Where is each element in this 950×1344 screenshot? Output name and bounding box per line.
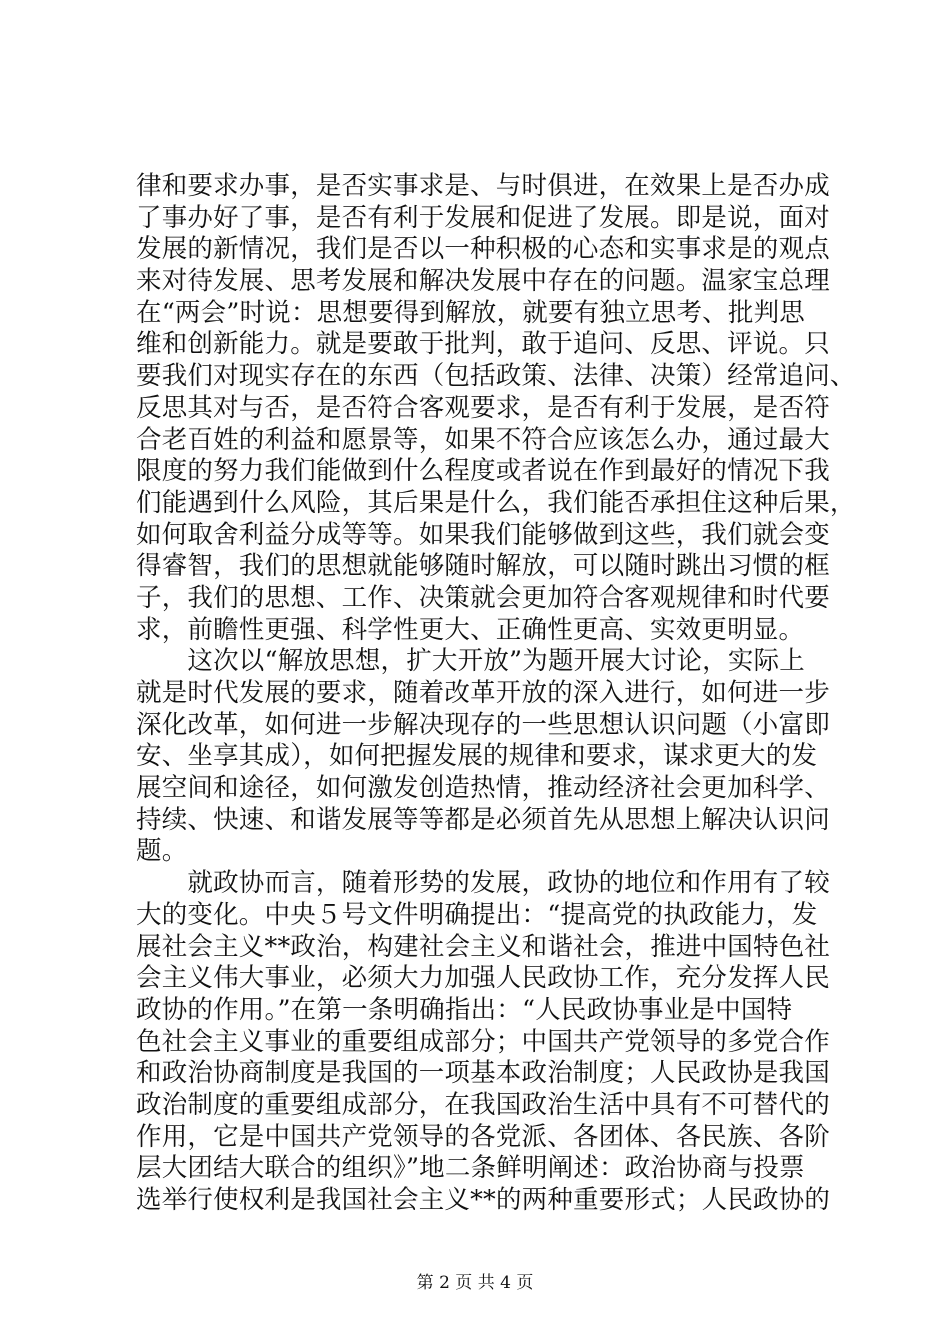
page-footer: 第 2 页 共 4 页 xyxy=(416,1273,534,1293)
text-line: 政治制度的重要组成部分，在我国政治生活中具有不可替代的 xyxy=(136,1089,830,1120)
text-line: 深化改革，如何进一步解决现存的一些思想认识问题（小富即 xyxy=(136,709,830,740)
text-line: 了事办好了事，是否有利于发展和促进了发展。即是说，面对 xyxy=(136,202,830,233)
text-line: 作用，它是中国共产党领导的各党派、各团体、各民族、各阶 xyxy=(136,1121,830,1152)
text-line: 反思其对与否，是否符合客观要求，是否有利于发展，是否符 xyxy=(136,392,830,423)
body-text xyxy=(136,171,856,1217)
text-line: 求，前瞻性更强、科学性更大、正确性更高、实效更明显。 xyxy=(136,614,805,645)
text-line: 发展的新情况，我们是否以一种积极的心态和实事求是的观点 xyxy=(136,234,830,265)
text-line: 安、坐享其成），如何把握发展的规律和要求，谋求更大的发 xyxy=(136,741,818,772)
text-line: 子，我们的思想、工作、决策就会更加符合客观规律和时代要 xyxy=(136,582,830,613)
text-line: 得睿智，我们的思想就能够随时解放，可以随时跳出习惯的框 xyxy=(136,551,830,582)
text-line: 们能遇到什么风险，其后果是什么，我们能否承担住这种后果， xyxy=(136,487,856,518)
text-line: 这次以“解放思想，扩大开放”为题开展大讨论，实际上 xyxy=(136,646,805,677)
text-line: 色社会主义事业的重要组成部分；中国共产党领导的多党合作 xyxy=(136,1026,830,1057)
text-line: 来对待发展、思考发展和解决发展中存在的问题。温家宝总理 xyxy=(136,266,830,297)
text-line: 题。 xyxy=(136,836,188,867)
text-line: 政协的作用。”在第一条明确指出：“人民政协事业是中国特 xyxy=(136,994,793,1025)
text-line: 和政治协商制度是我国的一项基本政治制度；人民政协是我国 xyxy=(136,1058,830,1089)
text-line: 合老百姓的利益和愿景等，如果不符合应该怎么办，通过最大 xyxy=(136,424,830,455)
text-line: 在“两会”时说：思想要得到解放，就要有独立思考、批判思 xyxy=(136,297,805,328)
text-line: 会主义伟大事业，必须大力加强人民政协工作，充分发挥人民 xyxy=(136,963,830,994)
text-line: 层大团结大联合的组织》”地二条鲜明阐述：政治协商与投票 xyxy=(136,1153,805,1184)
text-line: 展空间和途径，如何激发创造热情，推动经济社会更加科学、 xyxy=(136,773,830,804)
text-line: 律和要求办事，是否实事求是、与时俱进，在效果上是否办成 xyxy=(136,171,830,201)
text-line: 持续、快速、和谐发展等等都是必须首先从思想上解决认识问 xyxy=(136,804,830,835)
text-line: 选举行使权利是我国社会主义**的两种重要形式；人民政协的 xyxy=(136,1185,831,1215)
text-line: 维和创新能力。就是要敢于批判，敢于追问、反思、评说。只 xyxy=(136,329,830,360)
text-line: 就政协而言，随着形势的发展，政协的地位和作用有了较 xyxy=(136,868,830,899)
text-line: 展社会主义**政治，构建社会主义和谐社会，推进中国特色社 xyxy=(136,931,831,962)
text-line: 要我们对现实存在的东西（包括政策、法律、决策）经常追问、 xyxy=(136,361,856,392)
text-line: 限度的努力我们能做到什么程度或者说在作到最好的情况下我 xyxy=(136,456,830,487)
text-line: 就是时代发展的要求，随着改革开放的深入进行，如何进一步 xyxy=(136,678,830,708)
text-line: 如何取舍利益分成等等。如果我们能够做到这些，我们就会变 xyxy=(136,519,830,550)
text-line: 大的变化。中央５号文件明确提出：“提高党的执政能力，发 xyxy=(136,899,818,930)
